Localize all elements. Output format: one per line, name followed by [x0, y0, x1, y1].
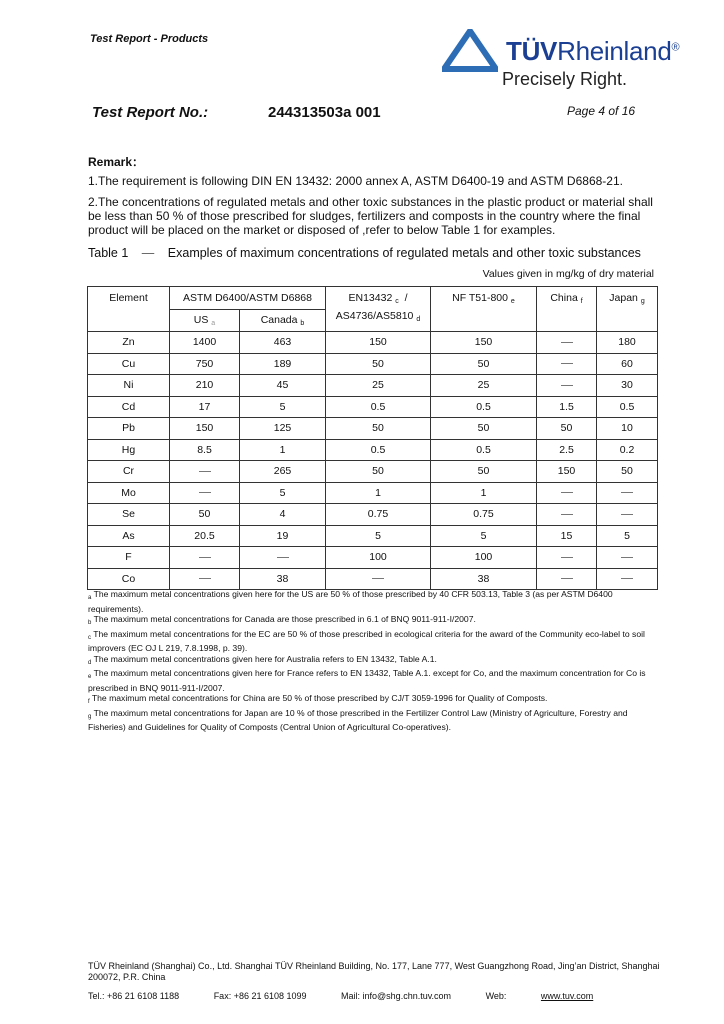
footnote [88, 589, 660, 614]
table-row [88, 396, 658, 418]
value-cell: 50 [326, 418, 431, 440]
footnote [88, 708, 660, 733]
value-cell: 1400 [170, 332, 240, 354]
footnote-mark: d [88, 659, 92, 666]
dash-mark [621, 514, 633, 515]
footnote-mark: b [88, 620, 92, 626]
value-cell: 150 [170, 418, 240, 440]
table-row [88, 418, 658, 440]
header-element: Element [88, 287, 170, 332]
value-cell: 0.75 [431, 504, 537, 526]
value-cell: 0.75 [326, 504, 431, 526]
header-us: US $_a$ [170, 309, 240, 332]
value-cell [537, 332, 597, 354]
value-cell: 5 [240, 396, 326, 418]
value-cell [537, 375, 597, 397]
table-row [88, 439, 658, 461]
value-cell: 4 [240, 504, 326, 526]
value-cell [597, 504, 658, 526]
dash-mark [621, 492, 633, 493]
element-cell: Cr [88, 461, 170, 483]
table-units-note: Values given in mg/kg of dry material [482, 268, 654, 280]
value-cell: 17 [170, 396, 240, 418]
header-en13432: EN13432 $_c$ / AS4736/AS5810 $_d$ [326, 287, 431, 332]
footnote [88, 668, 660, 693]
remark-paragraph-1: 1.The requirement is following DIN EN 13432: 2000 annex A, ASTM D6400-19 and ASTM D6868-21. [88, 174, 623, 188]
value-cell: 50 [326, 353, 431, 375]
value-cell: 5 [431, 525, 537, 547]
value-cell: 125 [240, 418, 326, 440]
value-cell [170, 461, 240, 483]
value-cell: 1.5 [537, 396, 597, 418]
value-cell: 25 [431, 375, 537, 397]
value-cell: 100 [326, 547, 431, 569]
remark-paragraph-2: 2.The concentrations of regulated metals and other toxic substances in the plastic product or material shall be less than 50 % of those prescribed for sludges, fertilizers and composts in the country where the final product will be placed on the market or disposed of ,refer to below Table 1 for examples. [88, 195, 653, 237]
footnote [88, 629, 660, 654]
value-cell: 100 [431, 547, 537, 569]
dash-mark [561, 578, 573, 579]
table-caption: Table 1 — Examples of maximum concentrations of regulated metals and other toxic substances [88, 246, 641, 260]
value-cell: 8.5 [170, 439, 240, 461]
value-cell: 0.5 [326, 439, 431, 461]
footnote [88, 693, 660, 708]
footnote [88, 614, 660, 629]
value-cell: 50 [431, 353, 537, 375]
value-cell: 20.5 [170, 525, 240, 547]
dash-mark [372, 578, 384, 579]
table-row [88, 332, 658, 354]
dash-mark [561, 492, 573, 493]
metals-table [87, 286, 658, 590]
value-cell: 1 [431, 482, 537, 504]
value-cell: 0.5 [597, 396, 658, 418]
table-row [88, 482, 658, 504]
brand-slogan: Precisely Right. [502, 69, 628, 89]
footnote-text: The maximum metal concentrations given here for the US are 50 % of those prescribed by 40 CFR 503.13, Table 3 (as per ASTM D6400 requirements). [88, 589, 613, 614]
footer-web-label: Web: [485, 991, 507, 1001]
value-cell: 265 [240, 461, 326, 483]
footer-web-link[interactable]: www.tuv.com [540, 991, 594, 1001]
value-cell [537, 547, 597, 569]
value-cell: 50 [431, 461, 537, 483]
value-cell: 30 [597, 375, 658, 397]
value-cell: 0.5 [431, 439, 537, 461]
value-cell: 210 [170, 375, 240, 397]
value-cell: 45 [240, 375, 326, 397]
footer-contact [88, 991, 593, 1001]
value-cell [537, 353, 597, 375]
value-cell [597, 547, 658, 569]
value-cell: 150 [431, 332, 537, 354]
value-cell: 5 [597, 525, 658, 547]
footnote-mark: f [88, 699, 90, 705]
value-cell [597, 482, 658, 504]
value-cell [170, 547, 240, 569]
header-china: China $_f$ [537, 287, 597, 332]
element-cell: As [88, 525, 170, 547]
value-cell: 50 [537, 418, 597, 440]
dash-mark [561, 342, 573, 343]
element-cell: Mo [88, 482, 170, 504]
element-cell: F [88, 547, 170, 569]
footnotes [88, 589, 660, 733]
value-cell [326, 568, 431, 590]
footnote-text: The maximum metal concentrations for Japan are 10 % of those prescribed in the Fertilizer Control Law (Ministry of Agriculture, Forestry and Fisheries) and Guidelines for Quality of Composts (Central Union of Agricultural Co-operatives). [88, 707, 628, 732]
value-cell: 15 [537, 525, 597, 547]
value-cell: 2.5 [537, 439, 597, 461]
footnote-mark: a [88, 595, 92, 601]
value-cell [170, 482, 240, 504]
value-cell: 0.5 [326, 396, 431, 418]
value-cell: 0.2 [597, 439, 658, 461]
footer-fax: Fax: +86 21 6108 1099 [213, 991, 307, 1001]
element-cell: Se [88, 504, 170, 526]
header-japan: Japan $_g$ [597, 287, 658, 332]
table-row [88, 568, 658, 590]
element-cell: Ni [88, 375, 170, 397]
table-row [88, 375, 658, 397]
remark-title: Remark： [88, 155, 145, 169]
footnote-text: The maximum metal concentrations for Canada are those prescribed in 6.1 of BNQ 9011-911-I/2007. [93, 614, 476, 624]
tuv-logo [442, 27, 692, 93]
footnote-text: The maximum metal concentrations for the EC are 50 % of those prescribed in ecological criteria for the award of the Community eco-label to soil improvers (EC OJ L 219, 7.8.1998, p. 39). [88, 628, 645, 653]
value-cell: 60 [597, 353, 658, 375]
value-cell: 5 [326, 525, 431, 547]
value-cell: 50 [431, 418, 537, 440]
dash-mark [199, 492, 211, 493]
footer-address: TÜV Rheinland (Shanghai) Co., Ltd. Shanghai TÜV Rheinland Building, No. 177, Lane 777, West Guangzhong Road, Jing’an District, Shanghai 200072, P.R. China [88, 961, 660, 982]
dash-mark [561, 385, 573, 386]
brand-name: TÜVRheinland® [506, 36, 680, 66]
dash-mark [561, 514, 573, 515]
element-cell: Pb [88, 418, 170, 440]
value-cell: 38 [240, 568, 326, 590]
report-number: 244313503a 001 [268, 104, 381, 121]
element-cell: Co [88, 568, 170, 590]
header-astm: ASTM D6400/ASTM D6868 [170, 287, 326, 310]
dash-mark [561, 557, 573, 558]
dash-mark [277, 557, 289, 558]
report-number-label: Test Report No.: [92, 104, 209, 121]
triangle-logo-icon [442, 29, 498, 73]
table-row [88, 353, 658, 375]
value-cell: 10 [597, 418, 658, 440]
footnote-mark: e [88, 674, 92, 680]
header-canada: Canada $_b$ [240, 309, 326, 332]
value-cell: 1 [240, 439, 326, 461]
footer-tel: Tel.: +86 21 6108 1188 [88, 991, 180, 1001]
table-row [88, 461, 658, 483]
table-row [88, 547, 658, 569]
value-cell: 750 [170, 353, 240, 375]
element-cell: Hg [88, 439, 170, 461]
value-cell [240, 547, 326, 569]
page-indicator: Page 4 of 16 [567, 104, 636, 118]
table-row [88, 525, 658, 547]
value-cell [537, 504, 597, 526]
footnote [88, 654, 660, 669]
value-cell: 0.5 [431, 396, 537, 418]
header-nf: NF T51-800 $_e$ [431, 287, 537, 332]
value-cell: 50 [326, 461, 431, 483]
value-cell [170, 568, 240, 590]
dash-mark [199, 471, 211, 472]
value-cell: 5 [240, 482, 326, 504]
value-cell: 50 [597, 461, 658, 483]
value-cell: 19 [240, 525, 326, 547]
value-cell: 180 [597, 332, 658, 354]
value-cell: 1 [326, 482, 431, 504]
value-cell [537, 568, 597, 590]
value-cell: 150 [537, 461, 597, 483]
footnote-text: The maximum metal concentrations for China are 50 % of those prescribed by CJ/T 3059-1996 for Quality of Composts. [91, 693, 548, 703]
element-cell: Zn [88, 332, 170, 354]
table-row [88, 504, 658, 526]
value-cell: 463 [240, 332, 326, 354]
report-type-header: Test Report - Products [90, 33, 209, 45]
dash-mark [621, 578, 633, 579]
value-cell: 50 [170, 504, 240, 526]
element-cell: Cu [88, 353, 170, 375]
value-cell: 150 [326, 332, 431, 354]
element-cell: Cd [88, 396, 170, 418]
dash-mark [621, 557, 633, 558]
value-cell: 38 [431, 568, 537, 590]
footnote-text: The maximum metal concentrations given here for Australia refers to EN 13432, Table A.1. [93, 653, 437, 664]
footnote-mark: g [88, 713, 92, 720]
dash-mark [561, 363, 573, 364]
value-cell [537, 482, 597, 504]
footnote-mark: c [88, 634, 91, 641]
value-cell: 189 [240, 353, 326, 375]
dash-mark [199, 578, 211, 579]
value-cell: 25 [326, 375, 431, 397]
footnote-text: The maximum metal concentrations given here for France refers to EN 13432, Table A.1. except for Co, and the maximum concentration for Co is prescribed in BNQ 9011-911-I/2007. [88, 668, 646, 693]
value-cell [597, 568, 658, 590]
dash-mark [199, 557, 211, 558]
footer-mail: Mail: info@shg.chn.tuv.com [341, 991, 452, 1001]
